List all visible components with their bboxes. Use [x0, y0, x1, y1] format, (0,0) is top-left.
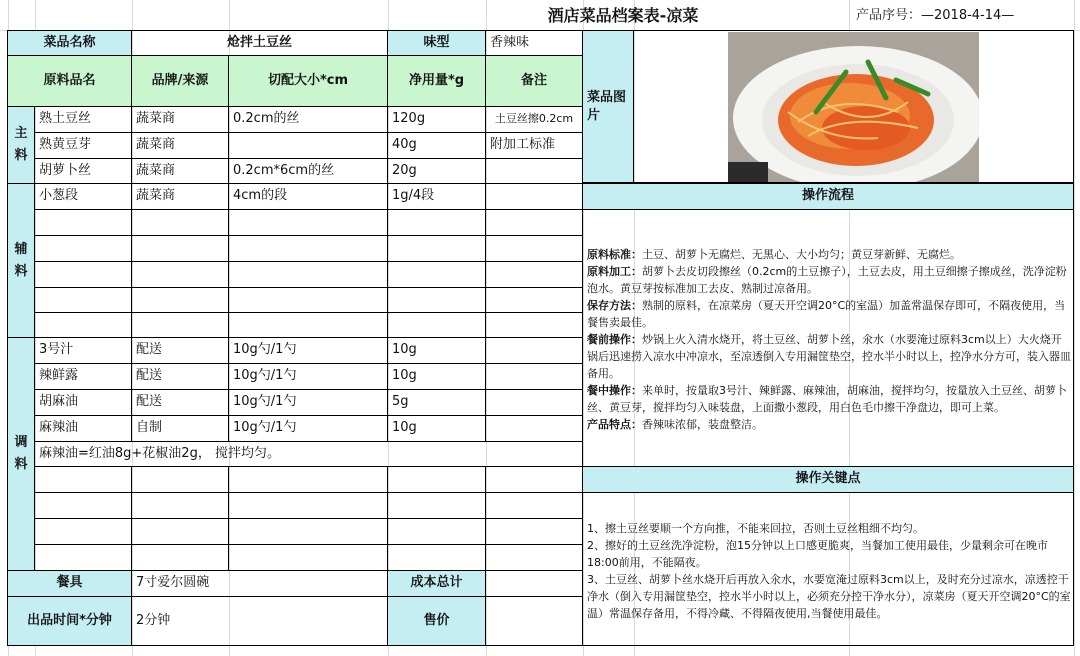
process-item — [587, 246, 1071, 263]
cost-total-value[interactable] — [485, 570, 583, 597]
empty-cell[interactable] — [34, 544, 132, 571]
empty-cell[interactable] — [387, 235, 486, 262]
process-item — [587, 331, 1071, 382]
process-item-text: 熟制的原料，在凉菜房（夏天开空调20°C的室温）加盖常温保存即可，不隔夜使用，当餐售卖最佳。 — [587, 299, 1066, 329]
empty-cell[interactable] — [485, 235, 583, 262]
empty-cell[interactable] — [387, 518, 486, 545]
group-aux-label — [7, 183, 35, 338]
dish-name-value[interactable]: 炝拌土豆丝 — [131, 30, 388, 56]
process-item-text: 香辣味浓郁，装盘整洁。 — [642, 418, 763, 431]
cost-total-label: 成本总计 — [387, 570, 486, 597]
seasoning-row-3-size[interactable]: 10g勺/1勺 — [228, 389, 388, 416]
aux-row-1-source[interactable]: 蔬菜商 — [131, 183, 229, 210]
group-aux-text: 辅料 — [14, 241, 28, 279]
price-value[interactable] — [485, 596, 583, 646]
empty-cell[interactable] — [228, 209, 388, 236]
process-item-text: 胡萝卜去皮切段擦丝（0.2cm的土豆擦子），土豆去皮，用土豆细擦子擦成丝，洗净淀粉泡水。黄豆芽按标准加工去皮、熟制过凉备用。 — [587, 265, 1067, 295]
seasoning-row-2-amount[interactable]: 10g — [387, 363, 486, 390]
keypoints-text — [587, 520, 1071, 622]
empty-cell[interactable] — [34, 287, 132, 313]
keypoint-item: 2、擦好的土豆丝洗净淀粉，泡15分钟以上口感更脆爽，当餐加工使用最佳，少量剩余可在晚市18:00前用，不能隔夜。 — [587, 539, 1048, 569]
seasoning-row-4-amount[interactable]: 10g — [387, 415, 486, 442]
main-row-1-source[interactable]: 蔬菜商 — [131, 106, 229, 133]
empty-cell[interactable] — [34, 209, 132, 236]
seasoning-row-2-name[interactable]: 辣鲜露 — [34, 363, 132, 390]
empty-cell[interactable] — [485, 312, 583, 338]
price-label: 售价 — [387, 596, 486, 646]
empty-cell[interactable] — [228, 261, 388, 288]
group-main-text: 主料 — [14, 126, 28, 163]
empty-cell[interactable] — [485, 337, 583, 364]
seasoning-row-1-name[interactable]: 3号汁 — [34, 337, 132, 364]
main-row-3-size[interactable]: 0.2cm*6cm的丝 — [228, 158, 388, 184]
empty-cell[interactable] — [387, 287, 486, 313]
taste-label: 味型 — [387, 30, 486, 56]
col-note-header: 备注 — [485, 55, 583, 107]
empty-cell[interactable] — [387, 492, 486, 519]
empty-cell[interactable] — [34, 312, 132, 338]
dish-photo — [728, 32, 979, 182]
process-item — [587, 382, 1071, 416]
keypoint-item: 3、土豆丝、胡萝卜丝水烧开后再放入氽水，水要宽淹过原料3cm以上，及时充分过凉水，凉透控干净水（倒入专用漏筐垫空，控水半小时以上，必须充分控干净水分），凉菜房（夏天开空调20°C的室温）常温保存备用，不得冷藏、不得隔夜使用,当餐使用最佳。 — [587, 573, 1071, 620]
process-item-label: 产品特点： — [587, 418, 642, 431]
empty-cell[interactable] — [485, 389, 583, 416]
product-number: 产品序号：—2018-4-14— — [856, 8, 1015, 23]
seasoning-row-3-source[interactable]: 配送 — [131, 389, 229, 416]
seasoning-row-4-source[interactable]: 自制 — [131, 415, 229, 442]
keypoints-title: 操作关键点 — [582, 466, 1074, 493]
empty-cell[interactable] — [228, 466, 388, 493]
aux-row-1-amount[interactable]: 1g/4段 — [387, 183, 486, 210]
empty-cell[interactable] — [34, 518, 132, 545]
process-item — [587, 263, 1071, 297]
empty-cell[interactable] — [387, 209, 486, 236]
process-item-text: 土豆、胡萝卜无腐烂、无黑心、大小均匀；黄豆芽新鲜、无腐烂。 — [642, 248, 961, 261]
main-row-3-note[interactable] — [485, 158, 583, 184]
process-title: 操作流程 — [582, 183, 1074, 210]
empty-cell[interactable] — [131, 466, 229, 493]
taste-value[interactable]: 香辣味 — [485, 30, 583, 56]
aux-row-1-name[interactable]: 小葱段 — [34, 183, 132, 210]
sheet-title: 酒店菜品档案表-凉菜 — [547, 6, 699, 25]
main-row-2-source[interactable]: 蔬菜商 — [131, 132, 229, 159]
main-row-1-note[interactable]: 土豆丝擦0.2cm — [485, 106, 583, 133]
empty-cell[interactable] — [228, 492, 388, 519]
seasoning-row-3-name[interactable]: 胡麻油 — [34, 389, 132, 416]
serve-time-label: 出品时间*分钟 — [7, 596, 132, 646]
keypoint-item: 1、擦土豆丝要顺一个方向推，不能来回拉，否则土豆丝粗细不均匀。 — [587, 522, 924, 535]
tableware-label: 餐具 — [7, 570, 132, 597]
seasoning-row-1-amount[interactable]: 10g — [387, 337, 486, 364]
aux-row-1-size[interactable]: 4cm的段 — [228, 183, 388, 210]
empty-cell[interactable] — [131, 492, 229, 519]
process-item-text: 来单时，按量取3号汁、辣鲜露、麻辣油，胡麻油，搅拌均匀，按量放入土豆丝、胡萝卜丝、黄豆芽，搅拌均匀入味装盘，上面撒小葱段，用白色毛巾擦干净盘边，即可上菜。 — [587, 384, 1067, 414]
empty-cell[interactable] — [228, 312, 388, 338]
empty-cell[interactable] — [34, 235, 132, 262]
empty-cell[interactable] — [131, 287, 229, 313]
group-seasoning-label — [7, 337, 35, 571]
main-row-3-name[interactable]: 胡萝卜丝 — [34, 158, 132, 184]
empty-cell[interactable] — [228, 518, 388, 545]
main-row-2-size[interactable] — [228, 132, 388, 159]
process-item-label: 餐前操作： — [587, 333, 642, 346]
photo-label: 菜品图片 — [582, 30, 634, 183]
aux-row-1-note[interactable] — [485, 183, 583, 210]
empty-cell[interactable] — [131, 235, 229, 262]
empty-cell[interactable] — [485, 415, 583, 442]
empty-cell[interactable] — [387, 466, 486, 493]
seasoning-row-3-amount[interactable]: 5g — [387, 389, 486, 416]
empty-cell[interactable] — [485, 466, 583, 493]
col-material-header: 原料品名 — [7, 55, 132, 107]
empty-cell[interactable] — [131, 544, 229, 571]
group-seasoning-text: 调料 — [14, 435, 28, 472]
main-row-1-name[interactable]: 熟土豆丝 — [34, 106, 132, 133]
empty-cell[interactable] — [485, 492, 583, 519]
empty-cell[interactable] — [34, 261, 132, 288]
seasoning-note[interactable]: 麻辣油=红油8g+花椒油2g， 搅拌均匀。 — [34, 441, 583, 467]
empty-cell[interactable] — [485, 363, 583, 390]
process-item-label: 原料加工： — [587, 265, 642, 278]
empty-cell[interactable] — [131, 261, 229, 288]
main-row-2-name[interactable]: 熟黄豆芽 — [34, 132, 132, 159]
process-text — [587, 246, 1071, 433]
dish-photo-illustration — [728, 32, 979, 182]
process-item — [587, 297, 1071, 331]
col-brand-header: 品牌/来源 — [131, 55, 229, 107]
empty-cell[interactable] — [34, 466, 132, 493]
main-row-2-note[interactable]: 附加工标准 — [485, 132, 583, 159]
col-amount-header: 净用量*g — [387, 55, 486, 107]
empty-cell[interactable] — [387, 261, 486, 288]
empty-cell[interactable] — [485, 209, 583, 236]
seasoning-row-4-name[interactable]: 麻辣油 — [34, 415, 132, 442]
gridline — [1074, 0, 1075, 656]
serve-time-value[interactable]: 2分钟 — [131, 596, 388, 646]
main-row-3-source[interactable]: 蔬菜商 — [131, 158, 229, 184]
empty-cell[interactable] — [387, 312, 486, 338]
empty-cell[interactable] — [131, 518, 229, 545]
seasoning-row-2-source[interactable]: 配送 — [131, 363, 229, 390]
empty-cell[interactable] — [131, 312, 229, 338]
empty-cell[interactable] — [131, 209, 229, 236]
empty-cell[interactable] — [485, 287, 583, 313]
empty-cell[interactable] — [485, 261, 583, 288]
col-size-header: 切配大小*cm — [228, 55, 388, 107]
main-row-1-size[interactable]: 0.2cm的丝 — [228, 106, 388, 133]
empty-cell[interactable] — [34, 492, 132, 519]
seasoning-row-1-size[interactable]: 10g勺/1勺 — [228, 337, 388, 364]
seasoning-row-2-size[interactable]: 10g勺/1勺 — [228, 363, 388, 390]
process-item-label: 餐中操作： — [587, 384, 642, 397]
empty-cell[interactable] — [485, 544, 583, 571]
main-row-2-amount[interactable]: 40g — [387, 132, 486, 159]
main-row-3-amount[interactable]: 20g — [387, 158, 486, 184]
process-item-label: 原料标准： — [587, 248, 642, 261]
seasoning-row-1-source[interactable]: 配送 — [131, 337, 229, 364]
empty-cell[interactable] — [228, 544, 388, 571]
tableware-value[interactable]: 7寸爱尔圆碗 — [131, 570, 388, 597]
dish-name-label: 菜品名称 — [7, 30, 132, 56]
seasoning-row-4-size[interactable]: 10g勺/1勺 — [228, 415, 388, 442]
process-item — [587, 416, 1071, 433]
empty-cell[interactable] — [387, 544, 486, 571]
group-main-label — [7, 106, 35, 184]
empty-cell[interactable] — [228, 235, 388, 262]
empty-cell[interactable] — [228, 287, 388, 313]
empty-cell[interactable] — [485, 518, 583, 545]
process-item-text: 炒锅上火入清水烧开，将土豆丝、胡萝卜丝，氽水（水要淹过原料3cm以上）大火烧开锅后迅速捞入凉水中冲凉水，至凉透倒入专用漏筐垫空，控水半小时以上，控净水分方可，装入器皿备用。 — [587, 333, 1071, 380]
process-item-label: 保存方法： — [587, 299, 642, 312]
main-row-1-amount[interactable]: 120g — [387, 106, 486, 133]
